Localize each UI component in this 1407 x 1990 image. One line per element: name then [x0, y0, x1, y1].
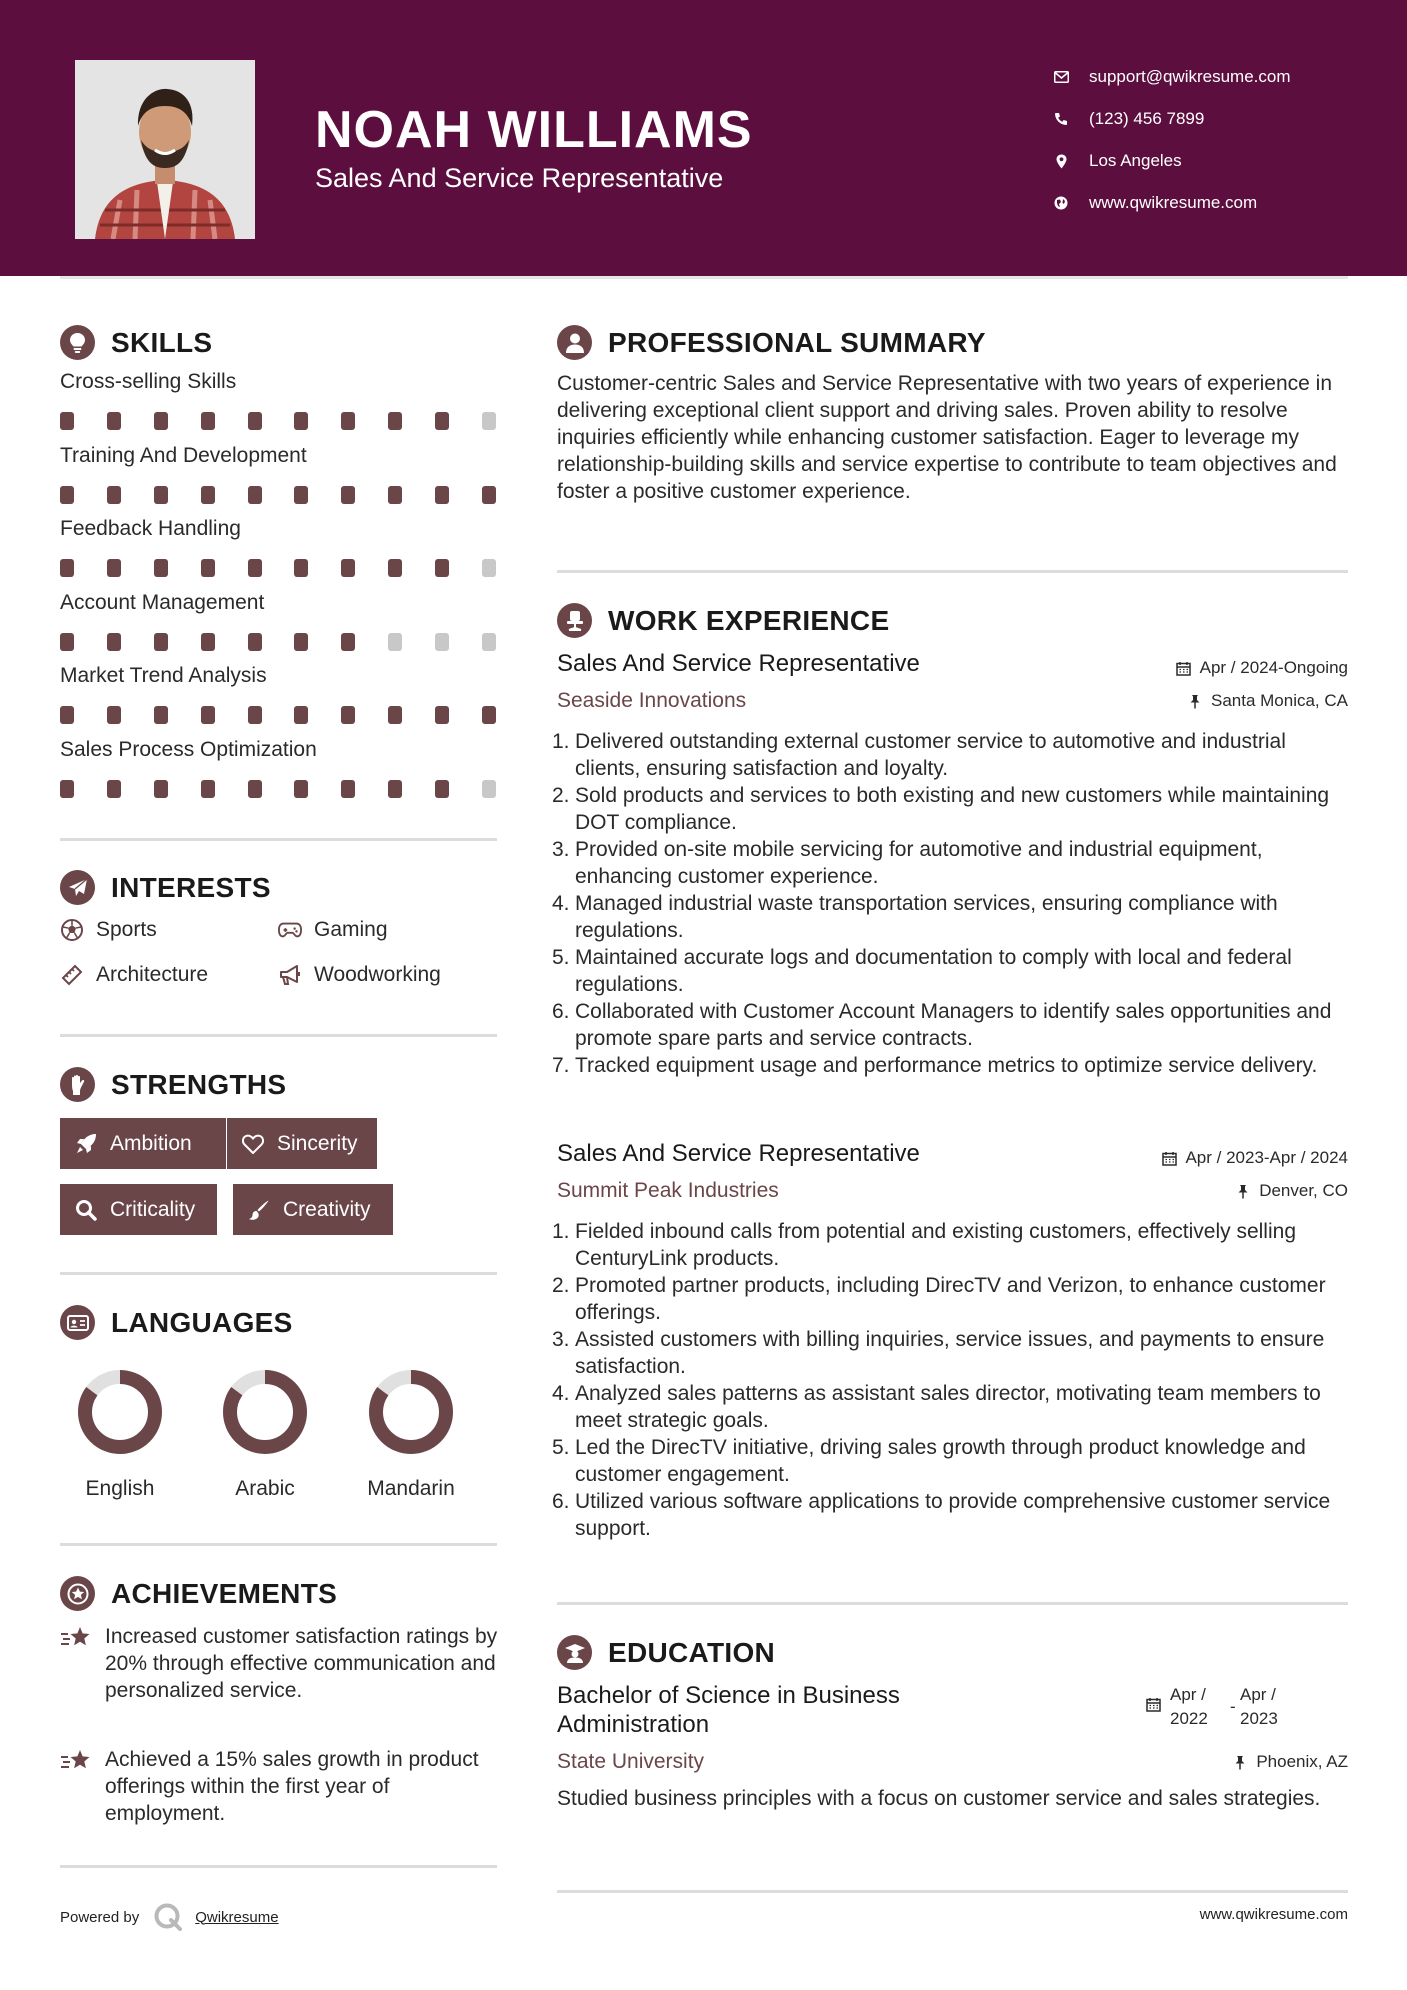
id-card-icon [60, 1305, 95, 1340]
list-item: 5. Led the DirecTV initiative, driving sales growth through product knowledge and customer engagement. [552, 1436, 1306, 1486]
list-item: 5. Maintained accurate logs and documentation to comply with local and federal regulations. [552, 946, 1292, 996]
raised-fist-icon [60, 1067, 95, 1102]
degree-line: Bachelor of Science in Business [557, 1682, 900, 1709]
skill-rating [60, 412, 496, 430]
gamepad-icon [278, 918, 302, 942]
list-item: 6. Collaborated with Customer Account Managers to identify sales opportunities and promote spare parts and service contracts. [552, 1000, 1332, 1050]
rating-dot [248, 559, 262, 577]
divider [60, 1272, 497, 1275]
list-item: 2. Sold products and services to both existing and new customers while maintaining DOT compliance. [552, 784, 1330, 834]
contact-website[interactable] [1053, 182, 1291, 224]
rating-dot [341, 780, 355, 798]
job-bullets [552, 1218, 1348, 1542]
contact-phone-text: (123) 456 7899 [1089, 109, 1205, 128]
rating-dot [154, 559, 168, 577]
strength-sincerity [227, 1118, 377, 1169]
rating-dot [60, 633, 74, 651]
rating-dot [201, 559, 215, 577]
rating-dot [60, 780, 74, 798]
interest-sports [60, 918, 157, 942]
rating-dot [482, 412, 496, 430]
divider [557, 1890, 1348, 1893]
rating-dot [341, 412, 355, 430]
paintbrush-icon [247, 1198, 271, 1222]
skill-rating [60, 780, 496, 798]
summary-text: Customer-centric Sales and Service Representative with two years of experience in delivering exceptional client support and driving sales. Proven ability to resolve inquiries efficiently while enhancing customer satisfaction. Eager to leverage my relationship-building skills and service expertise to contribute to team objectives and foster a positive customer experience. [557, 372, 1337, 503]
achievements-title: ACHIEVEMENTS [111, 1577, 338, 1609]
summary-heading [557, 325, 986, 360]
summary-title: PROFESSIONAL SUMMARY [608, 326, 986, 358]
language-item [45, 1367, 195, 1501]
ruler-icon [60, 963, 84, 987]
strength-label: Criticality [110, 1197, 196, 1221]
qwikresume-link[interactable]: Qwikresume [195, 1908, 279, 1926]
language-item [336, 1367, 486, 1501]
strengths-title: STRENGTHS [111, 1068, 287, 1100]
language-level-donut [220, 1367, 310, 1457]
degree-title [557, 1681, 900, 1739]
rating-dot [435, 486, 449, 504]
footer-website[interactable]: www.qwikresume.com [1199, 1906, 1348, 1923]
language-name: Mandarin [367, 1477, 455, 1500]
rating-dot [154, 780, 168, 798]
strength-ambition [60, 1118, 226, 1169]
job-dates [1176, 658, 1348, 678]
rating-dot [294, 412, 308, 430]
rating-dot [154, 486, 168, 504]
rating-dot [201, 706, 215, 724]
experience-title: WORK EXPERIENCE [608, 604, 890, 636]
pushpin-icon [1232, 1754, 1248, 1770]
rating-dot [294, 780, 308, 798]
skill-item [60, 664, 500, 724]
calendar-icon [1146, 1695, 1162, 1731]
date-separator: - [1230, 1697, 1236, 1716]
list-item: 4. Analyzed sales patterns as assistant sales director, motivating team members to meet strategic goals. [552, 1382, 1321, 1432]
rating-dot [248, 780, 262, 798]
footer-powered-by [60, 1902, 279, 1932]
rating-dot [388, 780, 402, 798]
strength-creativity [233, 1184, 393, 1235]
job-company: Summit Peak Industries [557, 1179, 779, 1202]
rating-dot [435, 412, 449, 430]
contact-email[interactable] [1053, 56, 1291, 98]
rating-dot [482, 780, 496, 798]
job-title: Sales And Service Representative [557, 650, 920, 677]
rating-dot [482, 633, 496, 651]
rating-dot [107, 486, 121, 504]
rating-dot [435, 706, 449, 724]
rating-dot [107, 780, 121, 798]
office-chair-icon [557, 603, 592, 638]
interest-gaming [278, 918, 388, 942]
interest-label: Sports [96, 918, 157, 941]
language-item [190, 1367, 340, 1501]
strength-label: Creativity [283, 1197, 371, 1221]
interest-label: Woodworking [314, 963, 441, 986]
skill-name: Training And Development [60, 443, 307, 467]
divider [557, 1602, 1348, 1605]
achievement-text: Increased customer satisfaction ratings by 20% through effective communication and personalized service. [105, 1625, 498, 1702]
globe-icon [1053, 195, 1069, 211]
rating-dot [435, 780, 449, 798]
rating-dot [60, 559, 74, 577]
list-item: 7. Tracked equipment usage and performance metrics to optimize service delivery. [552, 1054, 1318, 1077]
contact-website-text: www.qwikresume.com [1089, 193, 1258, 212]
job-bullets [552, 728, 1348, 1079]
language-level-donut [75, 1367, 165, 1457]
achievement-item [60, 1623, 500, 1704]
header-divider [60, 276, 1348, 279]
rating-dot [248, 706, 262, 724]
contact-phone[interactable] [1053, 98, 1291, 140]
rating-dot [294, 559, 308, 577]
education-end: Apr / 2023 [1240, 1685, 1278, 1728]
rating-dot [107, 633, 121, 651]
shooting-star-icon [60, 1625, 92, 1704]
interests-title: INTERESTS [111, 871, 271, 903]
languages-title: LANGUAGES [111, 1306, 293, 1338]
list-item: 4. Managed industrial waste transportation services, ensuring compliance with regulations. [552, 892, 1278, 942]
skill-item [60, 738, 500, 798]
contact-location-text: Los Angeles [1089, 151, 1182, 170]
rating-dot [482, 559, 496, 577]
search-icon [74, 1198, 98, 1222]
candidate-role: Sales And Service Representative [315, 163, 724, 193]
shooting-star-icon [60, 1748, 92, 1827]
experience-heading [557, 603, 889, 638]
list-item: 3. Assisted customers with billing inquiries, service issues, and payments to ensure satisfaction. [552, 1328, 1325, 1378]
job-dates-text: Apr / 2023-Apr / 2024 [1185, 1148, 1348, 1167]
contact-location [1053, 140, 1291, 182]
strength-label: Ambition [110, 1131, 192, 1155]
skill-item [60, 444, 500, 504]
job-title: Sales And Service Representative [557, 1140, 920, 1167]
skill-item [60, 591, 500, 651]
powered-by-text: Powered by [60, 1908, 140, 1926]
achievement-text: Achieved a 15% sales growth in product offerings within the first year of employment. [105, 1748, 479, 1825]
profile-photo [75, 60, 255, 239]
calendar-icon [1176, 660, 1192, 676]
rating-dot [154, 412, 168, 430]
rating-dot [248, 412, 262, 430]
list-item: 6. Utilized various software applications to provide comprehensive customer service support. [552, 1490, 1331, 1540]
education-title: EDUCATION [608, 1636, 776, 1668]
qwikresume-logo-icon [153, 1902, 183, 1932]
heart-icon [241, 1132, 265, 1156]
education-dates [1146, 1683, 1288, 1731]
skill-item [60, 517, 500, 577]
list-item: 1. Fielded inbound calls from potential and existing customers, effectively selling CenturyLink products. [552, 1220, 1296, 1270]
skills-title: SKILLS [111, 326, 213, 358]
skill-name: Feedback Handling [60, 517, 241, 540]
rating-dot [201, 412, 215, 430]
list-item: 1. Delivered outstanding external customer service to automotive and industrial clients, ensuring satisfaction and loyalty. [552, 730, 1286, 780]
skill-name: Market Trend Analysis [60, 664, 267, 687]
interest-woodworking [278, 963, 441, 987]
language-name: English [85, 1477, 155, 1500]
rating-dot [294, 706, 308, 724]
user-icon [557, 325, 592, 360]
rating-dot [388, 633, 402, 651]
rating-dot [154, 706, 168, 724]
rating-dot [388, 559, 402, 577]
job-dates-text: Apr / 2024-Ongoing [1199, 658, 1348, 677]
rating-dot [201, 486, 215, 504]
job-location [1187, 691, 1348, 711]
degree-line: Administration [557, 1711, 710, 1738]
education-start: Apr / 2022 [1170, 1685, 1208, 1728]
divider [557, 570, 1348, 573]
rating-dot [388, 486, 402, 504]
skill-name: Account Management [60, 590, 265, 614]
skill-rating [60, 559, 496, 577]
skill-name: Sales Process Optimization [60, 737, 317, 761]
job-location-text: Denver, CO [1259, 1181, 1348, 1200]
rating-dot [60, 706, 74, 724]
achievements-heading [60, 1576, 337, 1611]
skill-rating [60, 706, 496, 724]
interests-heading [60, 870, 271, 905]
language-level-donut [366, 1367, 456, 1457]
envelope-icon [1053, 69, 1069, 85]
education-description: Studied business principles with a focus on customer service and sales strategies. [557, 1787, 1321, 1810]
rating-dot [435, 559, 449, 577]
rating-dot [201, 780, 215, 798]
rating-dot [60, 412, 74, 430]
list-item: 2. Promoted partner products, including DirecTV and Verizon, to enhance customer offerings. [552, 1274, 1326, 1324]
pushpin-icon [1187, 693, 1203, 709]
phone-icon [1053, 111, 1069, 127]
soccer-ball-icon [60, 918, 84, 942]
rating-dot [341, 633, 355, 651]
rating-dot [248, 633, 262, 651]
skills-heading [60, 325, 212, 360]
job-location-text: Santa Monica, CA [1210, 691, 1348, 710]
divider [60, 1543, 497, 1546]
strength-criticality [60, 1184, 217, 1235]
education-heading [557, 1635, 775, 1670]
achievement-item [60, 1746, 500, 1827]
pushpin-icon [1235, 1183, 1251, 1199]
divider [60, 1865, 497, 1868]
education-location-text: Phoenix, AZ [1256, 1752, 1348, 1771]
contact-list [1053, 56, 1291, 224]
languages-heading [60, 1305, 293, 1340]
rating-dot [107, 412, 121, 430]
strengths-heading [60, 1067, 286, 1102]
skill-item [60, 370, 500, 430]
job-dates [1161, 1148, 1348, 1168]
rating-dot [294, 486, 308, 504]
rating-dot [388, 412, 402, 430]
rating-dot [248, 486, 262, 504]
divider [60, 838, 497, 841]
language-name: Arabic [235, 1477, 295, 1500]
candidate-name: NOAH WILLIAMS [315, 101, 753, 159]
skill-rating [60, 486, 496, 504]
rating-dot [341, 486, 355, 504]
interest-label: Gaming [314, 918, 388, 941]
interest-architecture [60, 963, 208, 987]
calendar-icon [1161, 1150, 1177, 1166]
rating-dot [341, 559, 355, 577]
rating-dot [388, 706, 402, 724]
job-location [1235, 1181, 1348, 1201]
rating-dot [107, 706, 121, 724]
interest-label: Architecture [96, 963, 209, 986]
rating-dot [435, 633, 449, 651]
rocket-icon [74, 1132, 98, 1156]
school-name: State University [557, 1750, 705, 1773]
rating-dot [341, 706, 355, 724]
skill-name: Cross-selling Skills [60, 370, 237, 393]
contact-email-text: support@qwikresume.com [1089, 67, 1291, 86]
rating-dot [201, 633, 215, 651]
megaphone-icon [278, 963, 302, 987]
lightbulb-icon [60, 325, 95, 360]
rating-dot [482, 706, 496, 724]
skill-rating [60, 633, 496, 651]
paper-plane-icon [60, 870, 95, 905]
list-item: 3. Provided on-site mobile servicing for automotive and industrial equipment, enhancing customer experience. [552, 838, 1263, 888]
rating-dot [107, 559, 121, 577]
graduate-icon [557, 1635, 592, 1670]
divider [60, 1034, 497, 1037]
education-location [1232, 1752, 1348, 1772]
rating-dot [154, 633, 168, 651]
rating-dot [60, 486, 74, 504]
map-pin-icon [1053, 153, 1069, 169]
rating-dot [482, 486, 496, 504]
job-company: Seaside Innovations [557, 689, 747, 712]
strength-label: Sincerity [277, 1131, 358, 1155]
rating-dot [294, 633, 308, 651]
star-badge-icon [60, 1576, 95, 1611]
